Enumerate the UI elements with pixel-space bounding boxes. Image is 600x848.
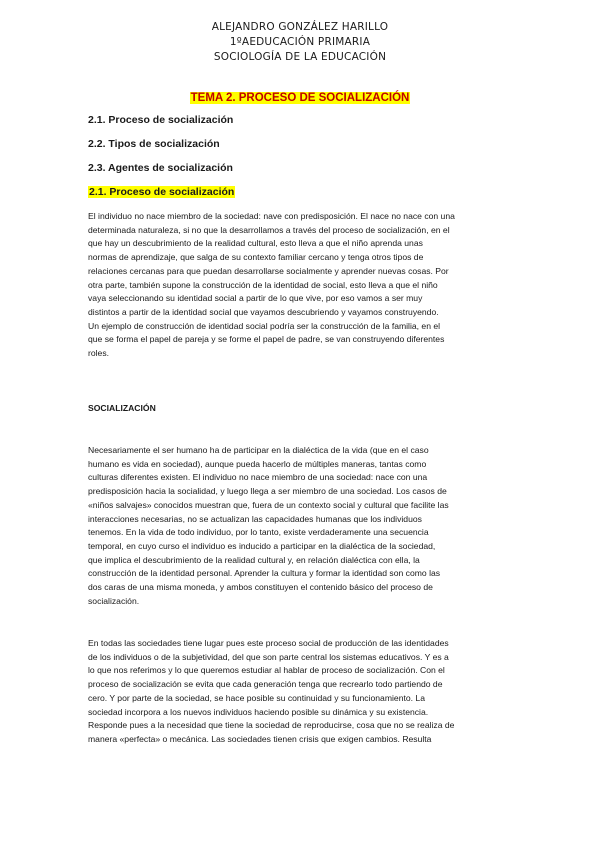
toc-item-2-2: 2.2. Tipos de socialización (88, 138, 220, 150)
paragraph-line: que implica el descubrimiento de la realidad cultural y, en relación dialéctica con ella, la (88, 554, 420, 565)
paragraph-line: Necesariamente el ser humano ha de participar en la dialéctica de la vida (que en el caso (88, 445, 429, 455)
paragraph-line: En todas las sociedades tiene lugar pues este proceso social de producción de las identidades (88, 638, 449, 648)
paragraph-line: El individuo no nace miembro de la sociedad: nave con predisposición. El nace no nace con una (88, 211, 455, 221)
paragraph-line: dos caras de una misma moneda, y ambos constituyen el contenido básico del proceso de (88, 582, 433, 593)
course-name: 1ºAEDUCACIÓN PRIMARIA (229, 36, 371, 48)
paragraph-line: sociedad incorpora a los nuevos individuos haciendo posible su dinámica y su existencia. (88, 706, 429, 717)
paragraph-line: tenemos. En la vida de todo individuo, por lo tanto, existe verdaderamente una secuencia (88, 527, 429, 538)
paragraph-3 (88, 637, 518, 747)
subject-name: SOCIOLOGÍA DE LA EDUCACIÓN (213, 51, 387, 63)
paragraph-line: Responde pues a la necesidad que tiene la sociedad de reproducirse, cosa que no se realiza de (88, 720, 455, 731)
paragraph-line: que hay un descubrimiento de la realidad cultural, esto lleva a que el niño aprenda unas (88, 238, 423, 249)
paragraph-line: normas de aprendizaje, que salga de su contexto familiar cercano y tenga otros tipos de (88, 252, 424, 263)
paragraph-line: manera «perfecta» o mecánica. Las sociedades tienen crisis que exigen cambios. Resulta (88, 733, 432, 744)
paragraph-line: determinada naturaleza, si no que la desarrollamos a través del proceso de socialización, en el (88, 224, 450, 235)
section-heading (88, 185, 235, 199)
toc-item-2-3: 2.3. Agentes de socialización (88, 162, 233, 174)
paragraph-line: culturas diferentes existen. El individuo no nace miembro de una sociedad: nace con una (88, 472, 428, 483)
document-title: TEMA 2. PROCESO DE SOCIALIZACIÓN (190, 92, 410, 104)
paragraph-line: humano es vida en sociedad), aunque pueda hacerlo de múltiples maneras, tantas como (88, 458, 427, 469)
paragraph-line: que se forma el papel de pareja y se forme el papel de padre, se van construyendo diferentes (88, 334, 445, 345)
paragraph-line: socialización. (88, 595, 140, 606)
paragraph-line: cero. Y por parte de la sociedad, se hace posible su continuidad y su funcionamiento. La (88, 692, 425, 703)
paragraph-line: predisposición hacia la socialidad, y luego llega a ser miembro de una sociedad. Los casos de (88, 486, 447, 497)
subheading-socializacion: SOCIALIZACIÓN (88, 403, 156, 413)
title-container (0, 88, 600, 106)
paragraph-line: de los individuos o de la subjetividad, del que son parte central los sistemas educativos. Y es a (88, 651, 449, 662)
paragraph-line: roles. (88, 348, 110, 359)
author-name: ALEJANDRO GONZÁLEZ HARILLO (211, 21, 389, 33)
paragraph-line: vaya seleccionando su identidad social a partir de lo que vive, por eso vamos a ser muy (88, 293, 423, 304)
paragraph-line: Un ejemplo de construcción de identidad social podría ser la construcción de la familia, en el (88, 320, 441, 331)
section-heading-text: 2.1. Proceso de socialización (89, 186, 235, 198)
paragraph-line: proceso de socialización se evita que cada generación tenga que recrearlo todo partiendo de (88, 679, 443, 690)
paragraph-1 (88, 210, 518, 361)
paragraph-line: distintos a partir de la identidad social que vayamos descubriendo y vayamos construyendo. (88, 306, 439, 317)
paragraph-line: temporal, en cuyo curso el individuo es inducido a participar en la dialéctica de la sociedad, (88, 540, 436, 551)
paragraph-line: construcción de la identidad personal. Aprender la cultura y formar la identidad son como las (88, 568, 441, 579)
toc-item-2-1: 2.1. Proceso de socialización (88, 114, 234, 126)
paragraph-line: otra parte, también supone la construcción de la identidad de social, esto lleva a que el niño (88, 279, 438, 290)
paragraph-line: relaciones cercanas para que puedan desarrollarse socialmente y aprender nuevas cosas. Por (88, 265, 449, 276)
paragraph-line: interacciones necesarias, no se actualizan las capacidades humanas que los individuos (88, 513, 422, 524)
paragraph-line: lo que nos referimos y lo que queremos estudiar al hablar de proceso de socialización. Con el (88, 665, 445, 676)
paragraph-2 (88, 444, 518, 608)
paragraph-line: «niños salvajes» conocidos muestran que, fuera de un contexto social y cultural que facilite las (88, 499, 449, 510)
